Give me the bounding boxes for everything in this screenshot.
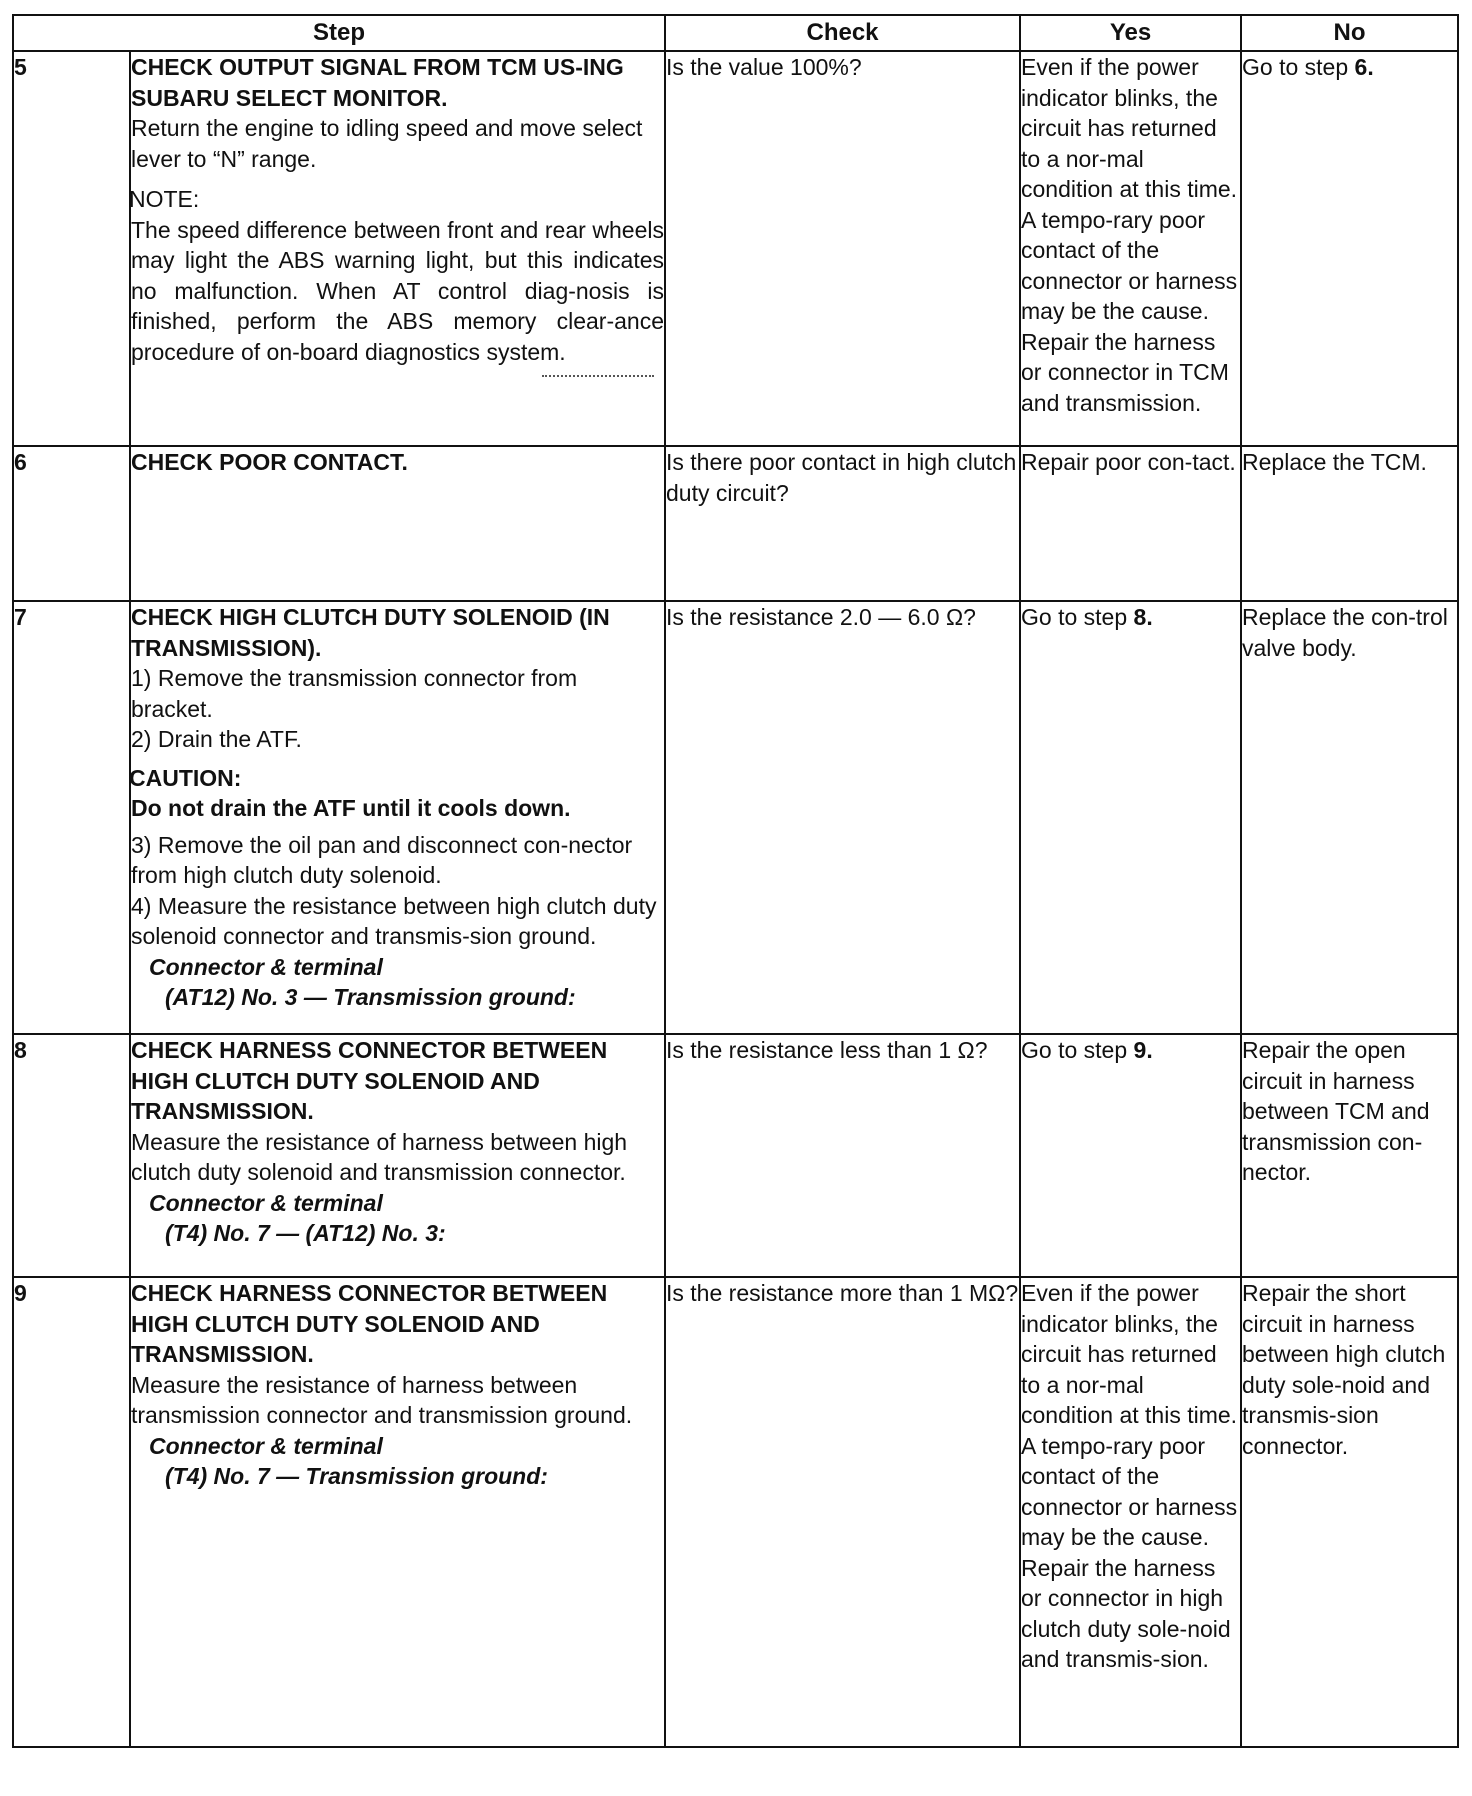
table-row bbox=[13, 601, 1458, 1034]
table-row bbox=[13, 51, 1458, 446]
no-cell: Replace the TCM. bbox=[1241, 446, 1458, 601]
no-cell: Repair the open circuit in harness between TCM and transmission con-nector. bbox=[1241, 1034, 1458, 1277]
page bbox=[12, 14, 1457, 1786]
yes-cell bbox=[1020, 601, 1241, 1034]
header-step: Step bbox=[13, 15, 665, 51]
step-instruction: Return the engine to idling speed and move select lever to “N” range. bbox=[131, 115, 643, 172]
step-number: 8 bbox=[13, 1034, 130, 1277]
header-no: No bbox=[1241, 15, 1458, 51]
caution-text: Do not drain the ATF until it cools down. bbox=[131, 795, 571, 821]
step-instruction: Measure the resistance of harness between high clutch duty solenoid and transmission connector. bbox=[131, 1128, 628, 1185]
step-instruction: 2) Drain the ATF. bbox=[131, 726, 302, 752]
no-cell: Repair the short circuit in harness between high clutch duty sole-noid and transmis-sion connector. bbox=[1241, 1277, 1458, 1747]
yes-cell: Even if the power indicator blinks, the circuit has returned to a nor-mal condition at this time. A tempo-rary poor contact of the connector or harness may be the cause. Repair the harness or connector in TCM and transmission. bbox=[1020, 51, 1241, 446]
step-title: CHECK OUTPUT SIGNAL FROM TCM US-ING SUBARU SELECT MONITOR. bbox=[131, 54, 624, 111]
step-cell bbox=[130, 51, 665, 446]
yes-cell bbox=[1020, 1034, 1241, 1277]
step-instruction: Measure the resistance of harness between transmission connector and transmission ground. bbox=[131, 1371, 633, 1428]
step-instruction: 1) Remove the transmission connector from bracket. bbox=[131, 665, 578, 722]
table-header-row bbox=[13, 15, 1458, 51]
no-cell bbox=[1241, 51, 1458, 446]
note-text: The speed difference between front and rear wheels may light the ABS warning light, but this indicates no malfunction. When AT control diag-nosis is finished, perform the ABS memory clear-ance procedure of on-board diagnostics system. bbox=[131, 216, 665, 365]
step-reference: 6. bbox=[1354, 54, 1374, 80]
step-instruction: 4) Measure the resistance between high clutch duty solenoid connector and transmis-sion ground. bbox=[131, 892, 657, 949]
step-number: 6 bbox=[13, 446, 130, 601]
table-row bbox=[13, 446, 1458, 601]
check-cell: Is there poor contact in high clutch duty circuit? bbox=[665, 446, 1020, 601]
step-number: 7 bbox=[13, 601, 130, 1034]
scan-smudge bbox=[131, 375, 664, 387]
check-cell: Is the resistance less than 1 Ω? bbox=[665, 1034, 1020, 1277]
check-cell: Is the resistance 2.0 — 6.0 Ω? bbox=[665, 601, 1020, 1034]
step-title: CHECK POOR CONTACT. bbox=[131, 449, 408, 475]
header-check: Check bbox=[665, 15, 1020, 51]
step-title: CHECK HARNESS CONNECTOR BETWEEN HIGH CLUTCH DUTY SOLENOID AND TRANSMISSION. bbox=[131, 1280, 608, 1367]
yes-cell: Even if the power indicator blinks, the circuit has returned to a nor-mal condition at this time. A tempo-rary poor contact of the connector or harness may be the cause. Repair the harness or connector in high clutch duty sole-noid and transmis-sion. bbox=[1020, 1277, 1241, 1747]
yes-text: Go to step bbox=[1021, 1037, 1134, 1063]
header-yes: Yes bbox=[1020, 15, 1241, 51]
step-title: CHECK HARNESS CONNECTOR BETWEEN HIGH CLUTCH DUTY SOLENOID AND TRANSMISSION. bbox=[131, 1037, 608, 1124]
caution-label: CAUTION: bbox=[129, 764, 242, 791]
step-number: 9 bbox=[13, 1277, 130, 1747]
step-cell bbox=[130, 1034, 665, 1277]
diagnostic-table bbox=[12, 14, 1459, 1748]
yes-text: Go to step bbox=[1021, 604, 1134, 630]
connector-terminal: (T4) No. 7 — Transmission ground: bbox=[165, 1463, 548, 1489]
note-label: NOTE: bbox=[129, 186, 200, 212]
step-reference: 8. bbox=[1133, 604, 1153, 630]
connector-label: Connector & terminal bbox=[149, 953, 383, 980]
connector-label: Connector & terminal bbox=[149, 1189, 383, 1216]
no-cell: Replace the con-trol valve body. bbox=[1241, 601, 1458, 1034]
connector-terminal: (AT12) No. 3 — Transmission ground: bbox=[165, 984, 576, 1010]
step-instruction: 3) Remove the oil pan and disconnect con-nector from high clutch duty solenoid. bbox=[131, 831, 633, 888]
connector-terminal: (T4) No. 7 — (AT12) No. 3: bbox=[165, 1220, 446, 1246]
step-title: CHECK HIGH CLUTCH DUTY SOLENOID (IN TRANSMISSION). bbox=[131, 604, 610, 661]
table-row bbox=[13, 1034, 1458, 1277]
no-text: Go to step bbox=[1242, 54, 1355, 80]
step-cell bbox=[130, 1277, 665, 1747]
step-reference: 9. bbox=[1133, 1037, 1153, 1063]
step-number: 5 bbox=[13, 51, 130, 446]
step-cell bbox=[130, 446, 665, 601]
connector-label: Connector & terminal bbox=[149, 1432, 383, 1459]
yes-cell: Repair poor con-tact. bbox=[1020, 446, 1241, 601]
step-cell bbox=[130, 601, 665, 1034]
check-cell: Is the value 100%? bbox=[665, 51, 1020, 446]
table-row bbox=[13, 1277, 1458, 1747]
check-cell: Is the resistance more than 1 MΩ? bbox=[665, 1277, 1020, 1747]
